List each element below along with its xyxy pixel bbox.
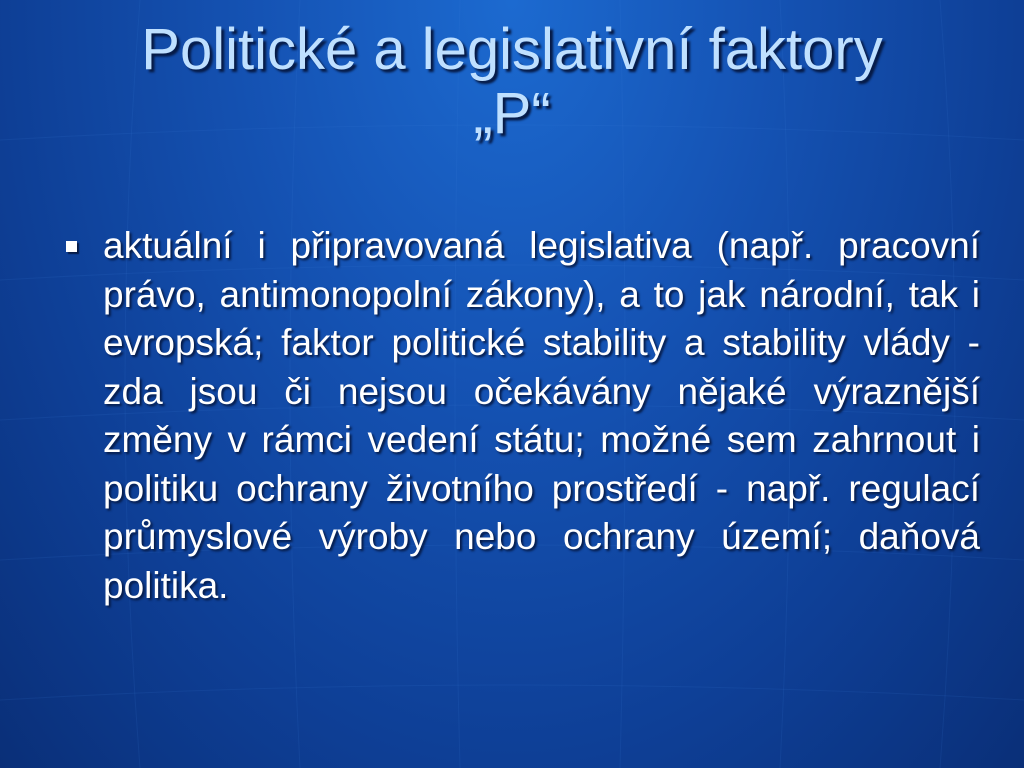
- bullet-text: aktuální i připravovaná legislativa (např. pracovní právo, antimonopolní zákony), a to jak národní, tak i evropská; faktor politické stability a stability vlády - zda jsou či nejsou očekávány nějaké výraznější změny v rámci vedení státu; možné sem zahrnout i politiku ochrany životního prostředí - např. regulací průmyslové výroby nebo ochrany území; daňová politika.: [103, 225, 980, 606]
- slide-title: [40, 18, 984, 146]
- square-bullet-icon: [66, 241, 77, 252]
- bullet-list: [60, 222, 980, 610]
- bullet-item: [60, 222, 980, 610]
- slide-title-line-1: Politické a legislativní faktory: [141, 17, 883, 82]
- slide-title-line-2: „P“: [473, 81, 551, 146]
